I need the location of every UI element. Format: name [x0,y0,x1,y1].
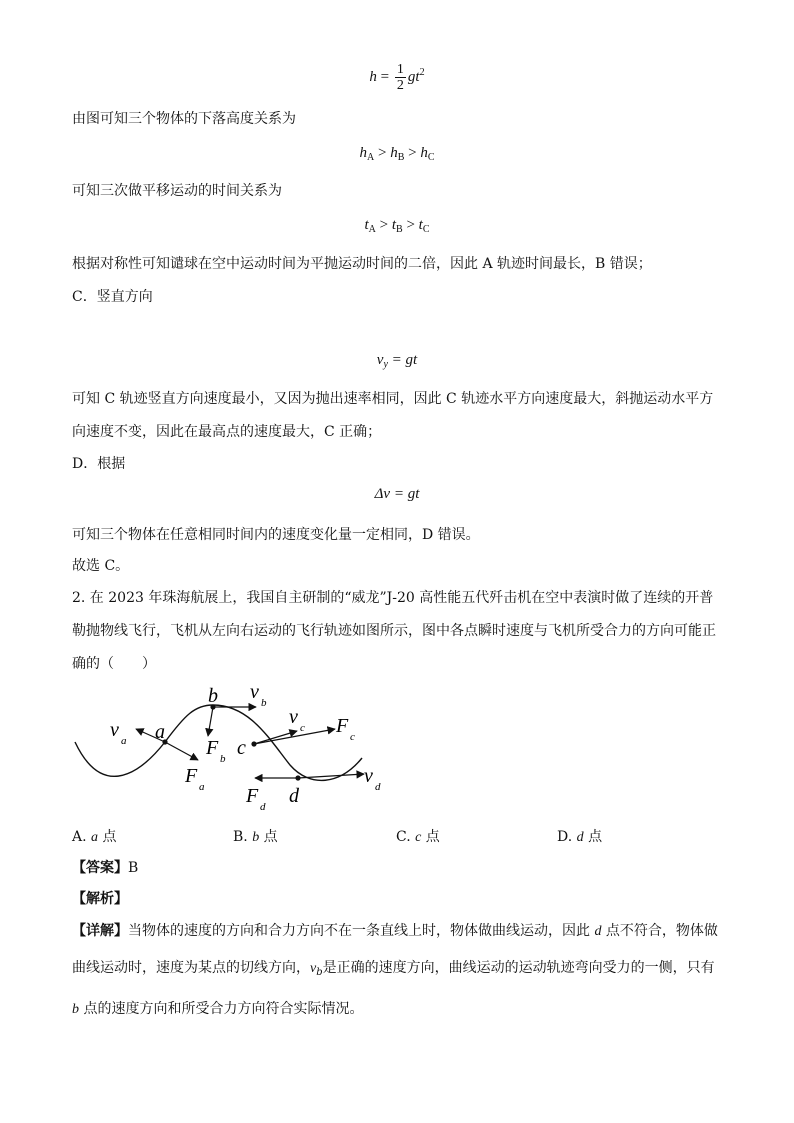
text-symmetry: 根据对称性可知谴球在空中运动时间为平抛运动时间的二倍，因此 A 轨迹时间最长，B 错误； [72,256,652,272]
label-vb-sub: b [261,697,267,709]
option-a-var: a [91,830,99,845]
detail-var-v-sub: b [316,967,323,978]
option-a-label: A. [72,829,92,845]
label-va: v [110,719,119,741]
label-vb: v [250,681,259,703]
trajectory-figure [70,680,410,820]
analysis-tag: 【解析】 [72,891,128,907]
eq-equals: = [380,68,390,85]
label-c: c [237,737,246,759]
force-arrow-b [208,707,213,736]
eq4-rhs: = gt [391,352,418,368]
eq3-tb-sub: B [396,224,403,235]
eq2-hc-sub: C [427,152,435,163]
option-d-var: d [576,830,584,845]
eq2-hc: h [420,145,428,161]
eq2-ha-sub: A [366,152,375,163]
label-vd-sub: d [375,781,381,793]
text-height-relation: 由图可知三个物体的下落高度关系为 [72,111,296,127]
label-Fb-sub: b [220,753,226,765]
label-Fa: F [185,765,198,787]
fraction-numerator: 1 [396,62,404,77]
option-c-suffix: 点 [421,829,440,845]
detail-paragraph [72,913,724,1028]
option-a-suffix: 点 [98,829,117,845]
option-d[interactable] [557,826,602,846]
option-d-label: D. [557,829,577,845]
detail-tag: 【详解】 [72,923,128,939]
label-Fc-sub: c [350,731,355,743]
detail-part-1: 当物体的速度的方向和合力方向不在一条直线上时，物体做曲线运动，因此 [128,923,595,939]
detail-var-v: v [310,961,317,976]
text-choose-c: 故选 C。 [72,558,130,574]
text-option-c-explanation: 可知 C 轨迹竖直方向速度最小，又因为抛出速率相同，因此 C 轨迹水平方向速度最大，斜抛运动水平方向速度不变，因此在最高点的速度最大，C 正确； [72,391,714,440]
eq3-ta: t [364,217,369,233]
force-arrow-a [165,742,198,760]
option-d-suffix: 点 [583,829,603,845]
label-Fa-sub: a [199,781,205,793]
equation-vy [0,352,794,370]
label-d: d [289,785,299,807]
eq2-ha: h [359,145,367,161]
eq3-gt1: > [379,217,389,233]
label-Fd: F [246,785,259,807]
eq4-v: v [376,352,384,368]
eq2-hb-sub: B [397,152,405,163]
detail-part-4: 点的速度方向和所受合力方向符合实际情况。 [79,1001,364,1017]
equation-heights [0,145,794,163]
fraction-half [395,62,406,93]
question-2: 2. 在 2023 年珠海航展上，我国自主研制的“威龙”J-20 高性能五代歼击机在空中表演时做了连续的开普勒抛物线飞行，飞机从左向右运动的飞行轨迹如图所示，图中各点瞬时速度与飞机所受合力的方向可能正确的（ ） [72,590,716,672]
option-c-label: C. [396,829,416,845]
option-b[interactable] [233,826,278,846]
label-va-sub: a [121,735,127,747]
option-b-suffix: 点 [259,829,278,845]
text-option-d-heading: D．根据 [72,456,126,472]
eq3-tb: t [391,217,397,233]
label-b: b [208,685,218,707]
eq2-hb: h [390,145,398,161]
eq4-v-sub: y [383,359,388,370]
answer-tag: 【答案】 [72,860,128,876]
equation-free-fall [0,62,794,93]
analysis-heading [72,889,128,909]
velocity-arrow-d [298,774,364,778]
detail-part-2: 点不符合，物体做曲线运动时，速度为某点的切线方向， [72,923,718,976]
eq2-gt2: > [408,145,417,161]
trajectory-curve [75,705,362,780]
detail-var-b: b [72,1002,79,1017]
eq3-tc-sub: C [422,224,430,235]
eq3-ta-sub: A [368,224,376,235]
option-b-var: b [252,830,260,845]
text-option-d-explanation: 可知三个物体在任意相同时间内的速度变化量一定相同，D 错误。 [72,527,480,543]
option-a[interactable] [72,826,116,846]
eq-exponent: 2 [419,66,425,78]
fraction-denominator: 2 [396,78,404,93]
label-Fd-sub: d [260,801,266,813]
label-a: a [155,721,165,743]
option-b-label: B. [233,829,253,845]
detail-var-d: d [594,924,602,939]
eq5-text: Δv = gt [374,486,420,502]
label-vc: v [289,706,298,728]
detail-part-3: 是正确的速度方向，曲线运动的运动轨迹弯向受力的一侧，只有 [322,960,715,976]
equation-times [0,217,794,235]
eq3-gt2: > [406,217,415,233]
label-vc-sub: c [300,722,305,734]
label-vd: v [364,765,373,787]
equation-delta-v [0,486,794,503]
eq3-tc: t [418,217,423,233]
eq-gt: gt [407,68,420,85]
answer-value: B [128,860,139,876]
answer-line [72,858,138,878]
eq-h: h [369,68,377,85]
option-c-var: c [415,830,422,845]
eq2-gt1: > [377,145,387,161]
text-option-c-heading: C．竖直方向 [72,289,153,305]
text-time-relation: 可知三次做平移运动的时间关系为 [72,183,282,199]
label-Fc: F [336,715,349,737]
label-Fb: F [206,737,219,759]
option-c[interactable] [396,826,440,846]
